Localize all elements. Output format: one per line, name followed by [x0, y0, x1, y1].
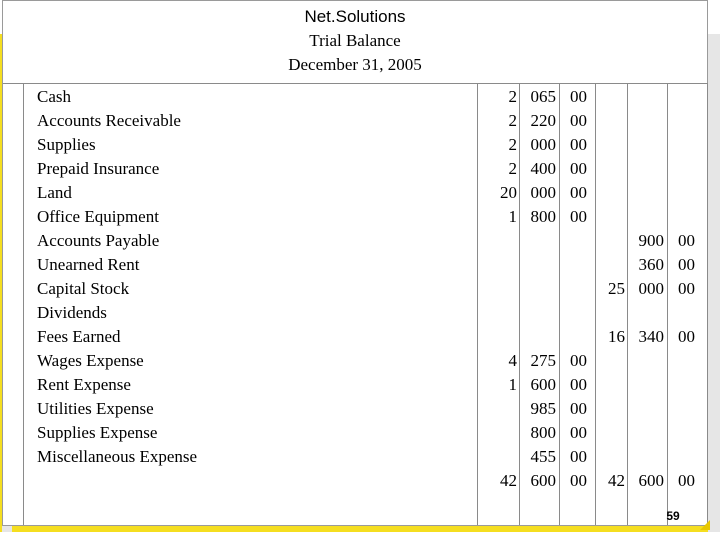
debit-cents: 00: [570, 159, 587, 178]
debit-thousands: 42: [500, 471, 517, 490]
account-name: Utilities Expense: [37, 399, 154, 418]
credit-cents: 00: [678, 231, 695, 250]
debit-thousands: 1: [508, 375, 517, 394]
account-name: Wages Expense: [37, 351, 144, 370]
page-number: 59: [666, 509, 680, 523]
account-name: Land: [37, 183, 72, 202]
header-rule: [3, 83, 707, 84]
credit-hundreds: 340: [638, 327, 664, 346]
report-title: Trial Balance: [309, 31, 401, 50]
debit-hundreds: 600: [530, 375, 556, 394]
debit-hundreds: 455: [530, 447, 556, 466]
debit-cents: 00: [570, 471, 587, 490]
column-rule: [707, 83, 708, 525]
company-name: Net.Solutions: [304, 7, 406, 26]
report-header: [3, 1, 707, 83]
debit-hundreds: 000: [530, 135, 556, 154]
trial-balance-sheet: [2, 0, 708, 526]
debit-hundreds: 800: [530, 207, 556, 226]
column-rule: [667, 83, 668, 525]
debit-hundreds: 220: [530, 111, 556, 130]
credit-hundreds: 360: [638, 255, 664, 274]
account-name: Capital Stock: [37, 279, 130, 298]
debit-cents: 00: [570, 447, 587, 466]
debit-hundreds: 275: [530, 351, 556, 370]
debit-cents: 00: [570, 135, 587, 154]
credit-cents: 00: [678, 279, 695, 298]
report-date: December 31, 2005: [288, 55, 422, 74]
debit-thousands: 1: [508, 207, 517, 226]
debit-thousands: 2: [508, 87, 517, 106]
account-name: Office Equipment: [37, 207, 159, 226]
debit-thousands: 20: [500, 183, 517, 202]
right-gray-stripe: [708, 34, 720, 532]
account-name: Supplies Expense: [37, 423, 158, 442]
debit-thousands: 4: [508, 351, 517, 370]
account-name: Dividends: [37, 303, 107, 322]
debit-thousands: 2: [508, 135, 517, 154]
debit-hundreds: 985: [530, 399, 556, 418]
column-rule: [627, 83, 628, 525]
debit-cents: 00: [570, 375, 587, 394]
credit-hundreds: 900: [638, 231, 664, 250]
debit-hundreds: 600: [530, 471, 556, 490]
debit-cents: 00: [570, 111, 587, 130]
column-rule: [23, 83, 24, 525]
account-name: Unearned Rent: [37, 255, 140, 274]
credit-hundreds: 600: [638, 471, 664, 490]
account-name: Accounts Payable: [37, 231, 160, 250]
debit-thousands: 2: [508, 111, 517, 130]
account-name: Fees Earned: [37, 327, 121, 346]
account-name: Prepaid Insurance: [37, 159, 160, 178]
account-name: Rent Expense: [37, 375, 131, 394]
credit-thousands: 42: [608, 471, 625, 490]
debit-hundreds: 400: [530, 159, 556, 178]
debit-thousands: 2: [508, 159, 517, 178]
debit-cents: 00: [570, 87, 587, 106]
debit-hundreds: 800: [530, 423, 556, 442]
credit-hundreds: 000: [638, 279, 664, 298]
corner-fold-icon: [700, 520, 710, 530]
account-name: Accounts Receivable: [37, 111, 181, 130]
credit-cents: 00: [678, 327, 695, 346]
credit-thousands: 25: [608, 279, 625, 298]
credit-thousands: 16: [608, 327, 625, 346]
column-rule: [595, 83, 596, 525]
debit-cents: 00: [570, 351, 587, 370]
credit-cents: 00: [678, 471, 695, 490]
account-name: Supplies: [37, 135, 96, 154]
debit-cents: 00: [570, 207, 587, 226]
debit-cents: 00: [570, 183, 587, 202]
debit-hundreds: 000: [530, 183, 556, 202]
debit-hundreds: 065: [530, 87, 556, 106]
debit-cents: 00: [570, 399, 587, 418]
account-name: Miscellaneous Expense: [37, 447, 198, 466]
debit-cents: 00: [570, 423, 587, 442]
account-name: Cash: [37, 87, 71, 106]
credit-cents: 00: [678, 255, 695, 274]
